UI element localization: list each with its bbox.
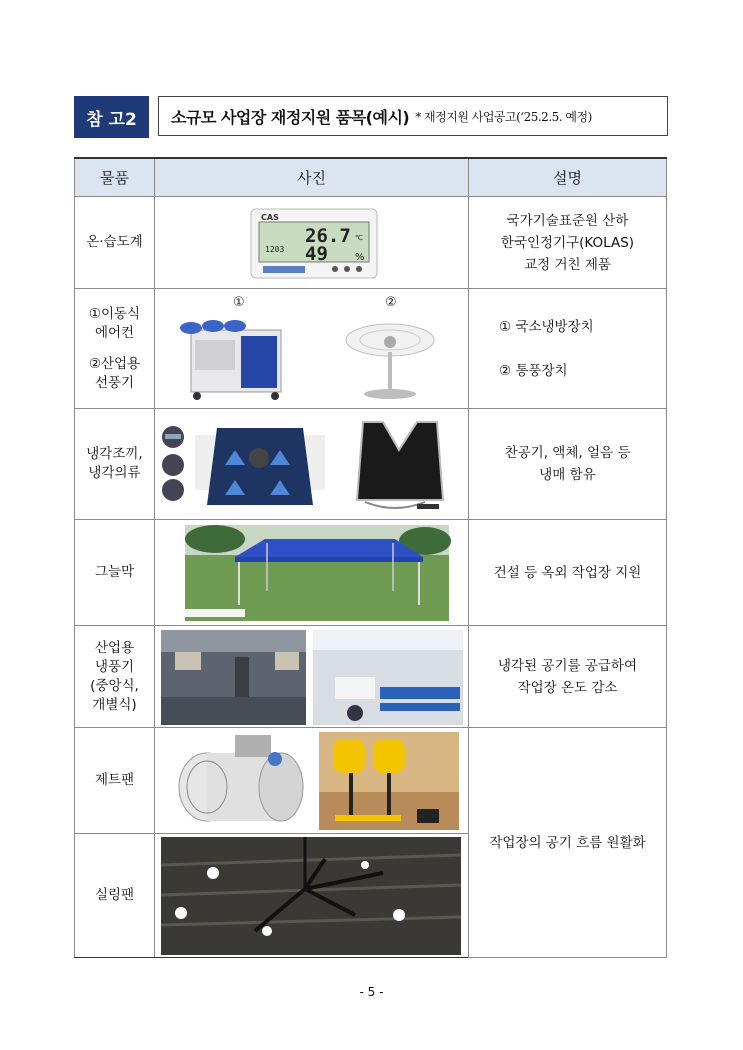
table-row [75, 728, 667, 834]
item-desc: 건설 등 옥외 작업장 지원 [469, 520, 667, 626]
column-header-photo: 사진 [155, 158, 469, 197]
reference-badge: 참 고2 [74, 96, 149, 138]
reference-header [74, 96, 668, 138]
thermo-hygrometer-image [155, 198, 467, 288]
item-photo [155, 289, 469, 409]
jet-fan-image [155, 729, 467, 833]
item-label: 제트팬 [75, 728, 155, 834]
item-desc: 찬공기, 액체, 얼음 등 냉매 함유 [469, 409, 667, 520]
column-header-item: 물품 [75, 158, 155, 197]
clock-readout: 1203 [265, 244, 285, 254]
shade-tent-image [155, 521, 467, 625]
ceiling-fan-image [155, 835, 467, 957]
title-note: * 재정지원 사업공고(‘25.2.5. 예정) [415, 109, 592, 124]
table-row [75, 197, 667, 289]
table-row [75, 520, 667, 626]
item-photo [155, 834, 469, 958]
table-row [75, 409, 667, 520]
item-photo [155, 409, 469, 520]
page-title: 소규모 사업장 재정지원 품목(예시) [171, 107, 410, 127]
item-photo [155, 728, 469, 834]
item-desc: 국가기술표준원 산하 한국인정기구(KOLAS) 교정 거친 제품 [469, 197, 667, 289]
item-label: 온·습도계 [75, 197, 155, 289]
item-desc: ① 국소냉방장치 ② 통풍장치 [469, 289, 667, 409]
table-header-row [75, 158, 667, 197]
column-header-desc: 설명 [469, 158, 667, 197]
brand-logo-text: CAS [261, 212, 279, 222]
temperature-readout: 26.7 [305, 224, 351, 247]
item-photo [155, 197, 469, 289]
cooling-vest-image [155, 410, 467, 519]
svg-text:℃: ℃ [355, 233, 363, 242]
table-row [75, 289, 667, 409]
item-label: ①이동식 에어컨 ②산업용 선풍기 [75, 289, 155, 409]
item-label: 산업용 냉풍기 (중앙식, 개별식) [75, 626, 155, 728]
title-box [158, 96, 668, 136]
items-table [74, 157, 667, 958]
item-desc: 작업장의 공기 흐름 원활화 [469, 728, 667, 958]
marker-2: ② [385, 294, 397, 310]
air-cooler-image [155, 627, 467, 727]
item-photo [155, 520, 469, 626]
humidity-readout: 49 [305, 242, 328, 265]
item-label: 실링팬 [75, 834, 155, 958]
item-desc: 냉각된 공기를 공급하여 작업장 온도 감소 [469, 626, 667, 728]
page-number: - 5 - [359, 985, 384, 999]
ac-and-fan-image [155, 290, 467, 408]
item-label: 그늘막 [75, 520, 155, 626]
item-label: 냉각조끼, 냉각의류 [75, 409, 155, 520]
item-photo [155, 626, 469, 728]
marker-1: ① [233, 294, 245, 310]
svg-text:%: % [355, 251, 365, 263]
table-row [75, 626, 667, 728]
